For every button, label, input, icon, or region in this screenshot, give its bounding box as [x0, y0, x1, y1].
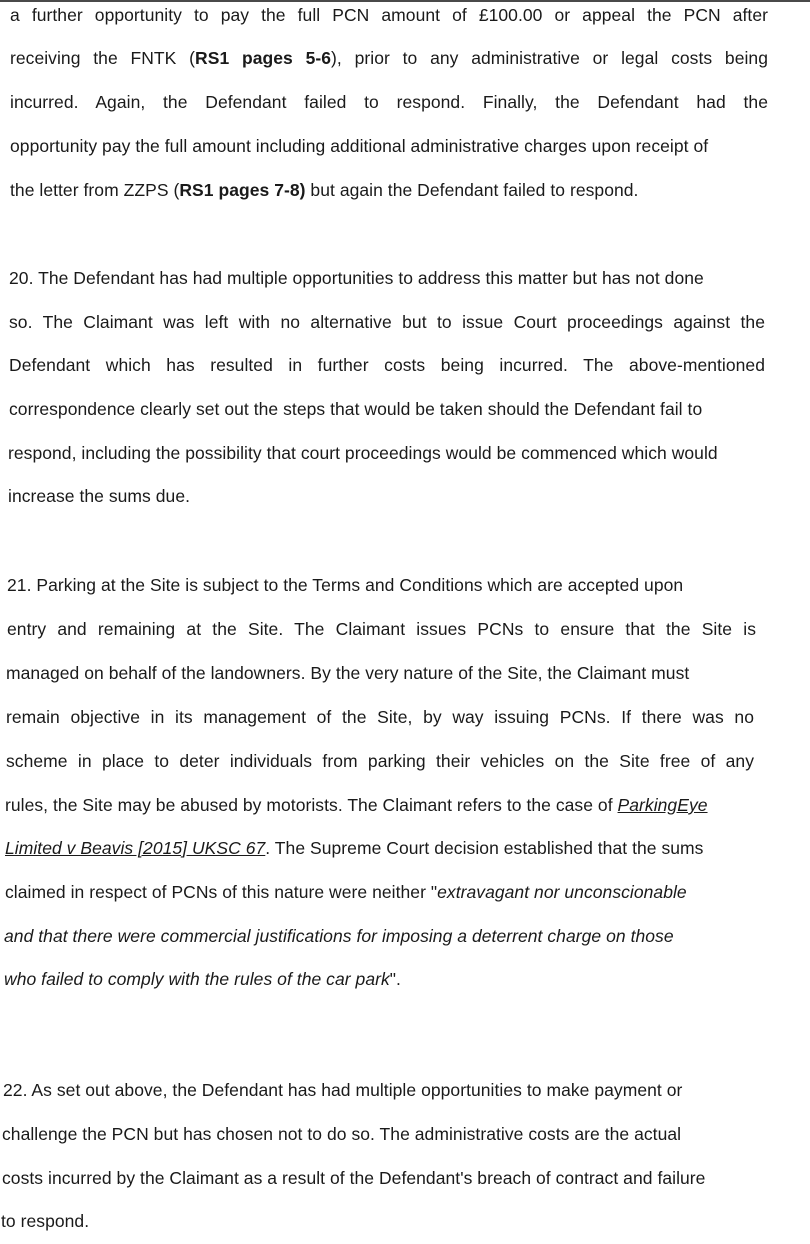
p19-line-3: incurred. Again, the Defendant failed to respond. Finally, the Defendant had the	[10, 92, 768, 112]
p21-line-9: and that there were commercial justifications for imposing a deterrent charge on those	[4, 926, 674, 946]
p20-line-6: increase the sums due.	[8, 486, 191, 506]
p22-line-4: to respond.	[1, 1211, 90, 1231]
case-citation: Limited v Beavis [2015] UKSC 67	[5, 838, 266, 858]
p21-line-8	[5, 881, 687, 903]
p20-line-5: respond, including the possibility that court proceedings would be commenced which would	[8, 443, 718, 463]
p22-line-3: costs incurred by the Claimant as a result of the Defendant's breach of contract and failure	[2, 1168, 706, 1188]
reference-bold: RS1 pages 7-8)	[179, 180, 306, 200]
p20-line-3: Defendant which has resulted in further costs being incurred. The above-mentioned	[9, 355, 765, 375]
p21-line-5: scheme in place to deter individuals from parking their vehicles on the Site free of any	[6, 751, 754, 771]
text-run: receiving the FNTK (	[10, 48, 196, 68]
text-run: but again the Defendant failed to respond.	[305, 180, 639, 200]
p21-line-7	[5, 837, 703, 859]
text-run: ), prior to any administrative or legal costs being	[331, 48, 769, 68]
p20-line-4: correspondence clearly set out the steps that would be taken should the Defendant fail to	[9, 399, 703, 419]
text-run: ".	[389, 969, 401, 989]
p21-line-4: remain objective in its management of the Site, by way issuing PCNs. If there was no	[6, 707, 754, 727]
reference-bold: RS1 pages 5-6	[195, 48, 332, 68]
text-run: the letter from ZZPS (	[10, 180, 180, 200]
p19-line-5	[10, 179, 638, 201]
p19-line-4: opportunity pay the full amount including additional administrative charges upon receipt of	[10, 136, 709, 156]
p19-line-1: a further opportunity to pay the full PCN amount of £100.00 or appeal the PCN after	[10, 5, 768, 25]
p21-line-1: 21. Parking at the Site is subject to the Terms and Conditions which are accepted upon	[7, 575, 684, 595]
p21-line-6	[5, 794, 708, 816]
p22-line-2: challenge the PCN but has chosen not to do so. The administrative costs are the actual	[2, 1124, 682, 1144]
case-citation: ParkingEye	[617, 795, 708, 815]
top-rule	[0, 0, 810, 2]
p19-line-2	[10, 47, 768, 69]
p21-line-10	[4, 968, 401, 990]
p20-line-2: so. The Claimant was left with no alternative but to issue Court proceedings against the	[9, 312, 765, 332]
text-run: rules, the Site may be abused by motorists. The Claimant refers to the case of	[5, 795, 618, 815]
p20-line-1: 20. The Defendant has had multiple opportunities to address this matter but has not done	[9, 268, 704, 288]
text-run: claimed in respect of PCNs of this nature were neither "	[5, 882, 438, 902]
p22-line-1: 22. As set out above, the Defendant has had multiple opportunities to make payment or	[3, 1080, 683, 1100]
text-run: . The Supreme Court decision established that the sums	[265, 838, 704, 858]
quoted-text: extravagant nor unconscionable	[437, 882, 687, 902]
p21-line-3: managed on behalf of the landowners. By the very nature of the Site, the Claimant must	[6, 663, 690, 683]
quoted-text: who failed to comply with the rules of the car park	[4, 969, 390, 989]
p21-line-2: entry and remaining at the Site. The Claimant issues PCNs to ensure that the Site is	[7, 619, 756, 639]
